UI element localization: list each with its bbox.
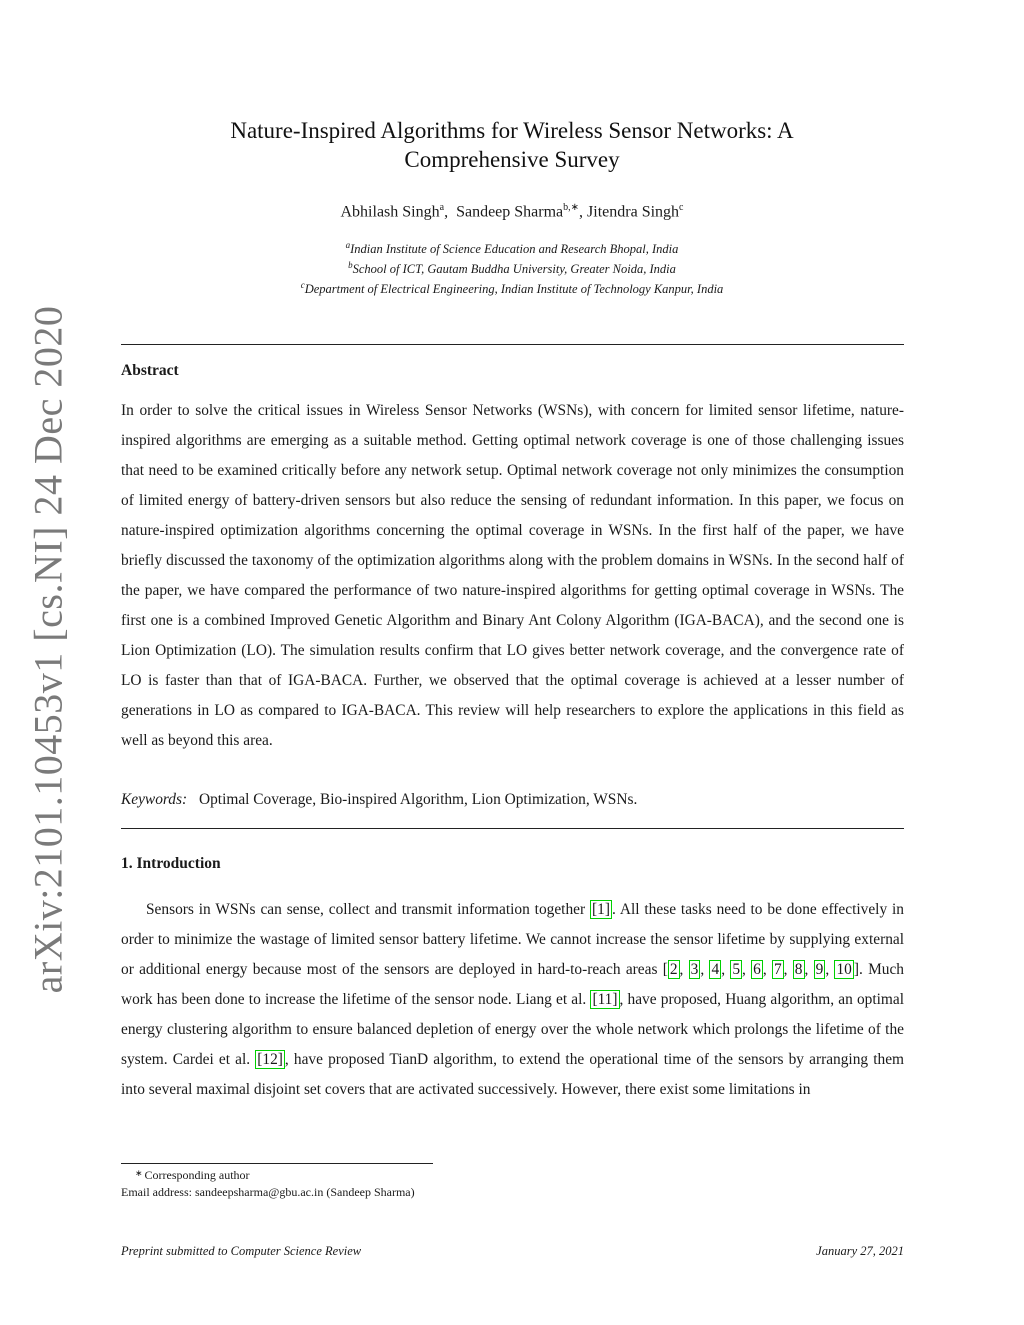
author-name: Sandeep Sharma [456, 203, 564, 221]
citation-link[interactable]: 4 [711, 961, 720, 978]
author-superscript: a [439, 202, 445, 213]
footnote [121, 1167, 415, 1200]
citation-link[interactable]: 5 [732, 961, 741, 978]
footer-preprint-note: Preprint submitted to Computer Science Review [121, 1244, 362, 1258]
footnote-rule [121, 1163, 433, 1164]
introduction-paragraph: Sensors in WSNs can sense, collect and transmit information together [1] . All these tasks need to be done effectively in order to minimize the wastage of limited sensor battery lifetime. We cannot increase the sensor lifetime by supplying external or additional energy because most of the sensors are deployed in hard-to-reach areas [ 2 , 3 , 4 , 5 , 6 , 7 , 8 , 9 , 10 ]. Much work has been done to increase the lifetime of the sensor node. Liang et al. [11] , have proposed, Huang algorithm, an optimal energy clustering algorithm to ensure balanced depletion of energy over the whole network which prolongs the lifetime of the system. Cardei et al. [12] , have proposed TianD algorithm, to extend the operational time of the sensors by arranging them into several maximal disjoint set covers that are activated successively. However, there exist some limitations in [121, 901, 905, 1098]
email-address: Email address: sandeepsharma@gbu.ac.in (Sandeep Sharma) [121, 1185, 415, 1199]
citation-link[interactable]: 10 [836, 961, 852, 978]
citation-link[interactable]: 9 [815, 961, 824, 978]
author-name: Jitendra Singh [587, 203, 680, 221]
title-line-2: Comprehensive Survey [404, 147, 620, 172]
arxiv-identifier [18, 305, 78, 994]
affiliation: $^b$School of ICT, Gautam Buddha University, Greater Noida, India [348, 260, 676, 277]
footer-date: January 27, 2021 [816, 1244, 904, 1258]
title-line-1: Nature-Inspired Algorithms for Wireless Sensor Networks: A [230, 118, 794, 143]
affiliation: $^c$Department of Electrical Engineering, Indian Institute of Technology Kanpur, India [300, 280, 724, 297]
abstract-bottom-rule [121, 828, 904, 829]
citation-link[interactable]: [12] [257, 1051, 283, 1068]
abstract-heading: Abstract [121, 362, 179, 379]
abstract-text: In order to solve the critical issues in Wireless Sensor Networks (WSNs), with concern for limited sensor lifetime, nature-inspired algorithms are emerging as a suitable method. Getting optimal network coverage is one of those challenging issues that need to be examined critically before any network setup. Optimal network coverage not only minimizes the consumption of limited energy of battery-driven sensors but also reduce the sensing of redundant information. In this paper, we focus on nature-inspired optimization algorithms concerning the optimal coverage in WSNs. In the first half of the paper, we have briefly discussed the taxonomy of the optimization algorithms along with the problem domains in WSNs. In the second half of the paper, we have compared the performance of two nature-inspired algorithms for getting optimal coverage in WSNs. The first one is a combined Improved Genetic Algorithm and Binary Ant Colony Algorithm (IGA-BACA), and the second one is Lion Optimization (LO). The simulation results confirm that LO gives better network coverage, and the convergence rate of LO is faster than that of IGA-BACA. Further, we observed that the optimal coverage is achieved at a lesser number of generations in LO as compared to IGA-BACA. This review will help researchers to explore the applications in this field as well as beyond this area. [121, 402, 904, 749]
affiliation: $^a$Indian Institute of Science Education and Research Bhopal, India [345, 240, 679, 257]
paper-title [150, 116, 874, 174]
affiliation-list [150, 237, 874, 297]
arxiv-identifier-text: arXiv:2101.10453v1 [cs.NI] 24 Dec 2020 [25, 305, 71, 994]
keywords-label: Keywords: [121, 791, 188, 808]
author-superscript: c [679, 202, 684, 213]
section-heading-introduction: 1. Introduction [121, 855, 221, 872]
citation-link[interactable]: 7 [773, 961, 782, 978]
citation-link[interactable]: 8 [794, 961, 803, 978]
keywords-text: Optimal Coverage, Bio-inspired Algorithm, Lion Optimization, WSNs. [198, 791, 638, 808]
corresponding-author-note: ∗ Corresponding author [135, 1168, 250, 1182]
citation-link[interactable]: 3 [690, 961, 699, 978]
citation-link[interactable]: [1] [592, 901, 610, 918]
abstract-top-rule [121, 344, 904, 345]
author-superscript: b,∗ [563, 202, 580, 213]
author-list: Abhilash Singh$^a$, Sandeep Sharma$^{b,∗}$, Jitendra Singh$^c$ [340, 202, 684, 221]
author-name: Abhilash Singh [340, 203, 440, 221]
citation-link[interactable]: [11] [592, 991, 618, 1008]
citation-link[interactable]: 6 [753, 961, 761, 978]
keywords [121, 791, 904, 809]
citation-link[interactable]: 2 [669, 961, 678, 978]
